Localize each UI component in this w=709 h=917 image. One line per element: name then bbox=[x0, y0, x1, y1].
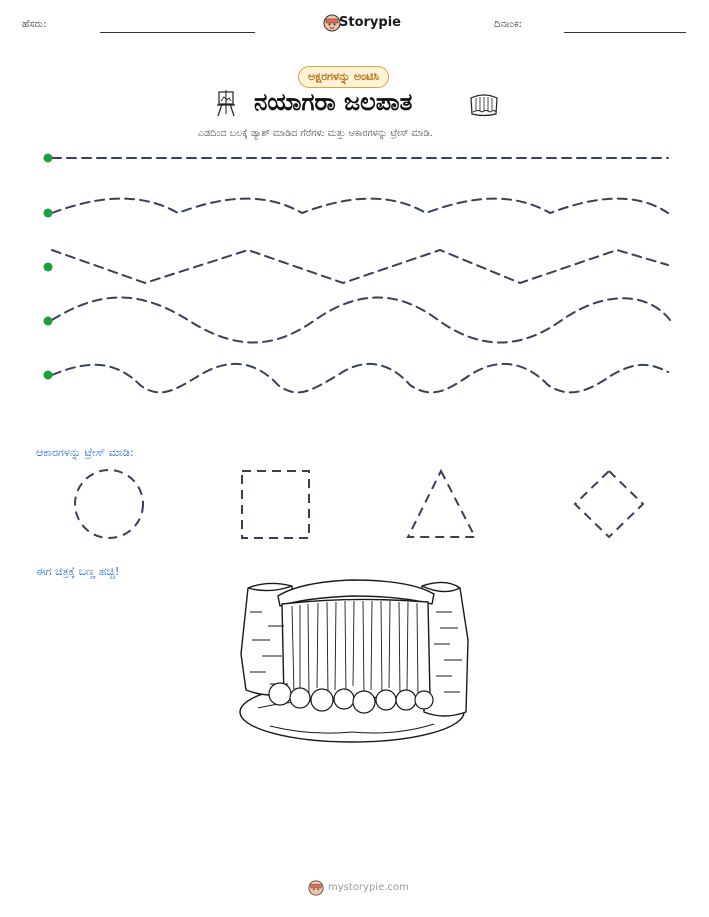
footer-url[interactable]: mystorypie.com bbox=[328, 882, 409, 893]
trace-square-shape[interactable] bbox=[242, 471, 309, 538]
start-dot-3 bbox=[44, 263, 53, 272]
shapes-heading: ಆಕಾರಗಳನ್ನು ಟ್ರೇಸ್ ಮಾಡಿ: bbox=[36, 446, 134, 459]
brand-name: Storypie bbox=[339, 15, 401, 30]
footer-logo-icon bbox=[307, 879, 325, 897]
tracing-line-wave-3[interactable] bbox=[52, 364, 668, 392]
start-dot-5 bbox=[44, 371, 53, 380]
trace-triangle-shape[interactable] bbox=[408, 471, 475, 537]
start-dot-2 bbox=[44, 209, 53, 218]
tracing-line-wave-2[interactable] bbox=[52, 298, 670, 343]
trace-diamond-shape[interactable] bbox=[575, 471, 643, 537]
start-dot-1 bbox=[44, 154, 53, 163]
trace-circle-shape[interactable] bbox=[75, 470, 143, 538]
tracing-line-wave-1[interactable] bbox=[52, 199, 668, 213]
instruction-text: ಎಡದಿಂದ ಬಲಕ್ಕೆ ಡ್ಯಾಶ್ ಮಾಡಿದ ಗೆರೆಗಳು ಮತ್ತು ಆಕಾರಗಳನ್ನು ಟ್ರೇಸ್ ಮಾಡಿ. bbox=[198, 128, 433, 139]
tracing-lines-area bbox=[0, 0, 709, 420]
activity-badge: ಅಕ್ಷರಗಳನ್ನು ಅಂಟಿಸಿ bbox=[298, 66, 389, 88]
date-label: ದಿನಾಂಕ: bbox=[494, 19, 522, 30]
name-label: ಹೆಸರು: bbox=[22, 19, 47, 30]
coloring-heading: ಈಗ ಚಿತ್ರಕ್ಕೆ ಬಣ್ಣ ಹಚ್ಚಿ! bbox=[36, 565, 120, 578]
page-title: ನಯಾಗರಾ ಜಲಪಾತ bbox=[254, 88, 413, 116]
start-dot-4 bbox=[44, 317, 53, 326]
tracing-line-zigzag[interactable] bbox=[52, 250, 668, 283]
